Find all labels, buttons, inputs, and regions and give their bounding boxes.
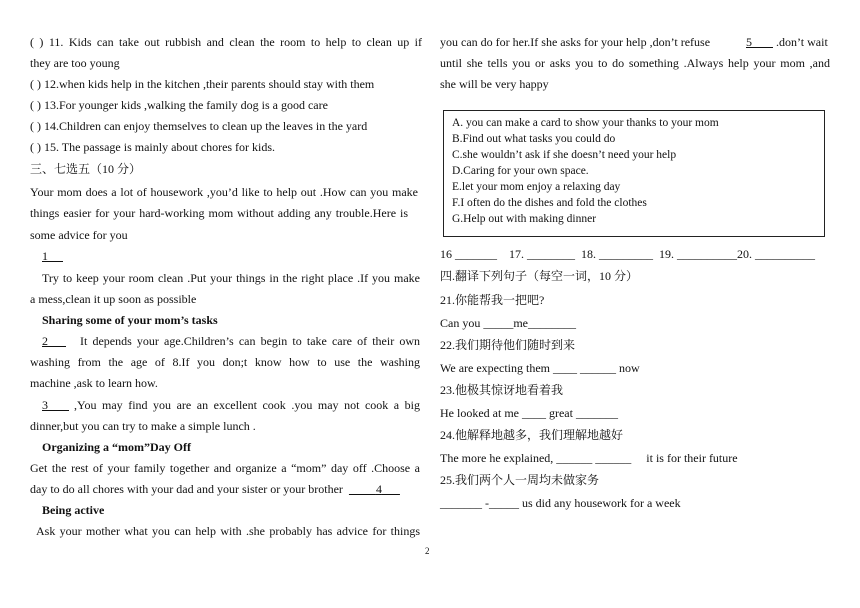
passage-p3-line2: washing from the age of 8.If you don;t know how to use the washing <box>30 355 420 369</box>
blank-5-number: 5 <box>746 35 752 49</box>
options-box <box>443 110 825 237</box>
passage-p3-line3: machine ,ask to learn how. <box>30 376 158 390</box>
translation-23-english: He looked at me ____ great _______ <box>440 406 618 420</box>
passage-p6-line3: until she tells you or asks you to do something .Always help your mom ,and <box>440 56 830 70</box>
passage-p5-line1: Get the rest of your family together and organize a “mom” day off .Choose a <box>30 461 420 475</box>
option-e: E.let your mom enjoy a relaxing day <box>452 181 621 193</box>
passage-p6-line2: you can do for her.If she asks for your help ,don’t refuse <box>440 35 711 49</box>
blank-1-number: 1 <box>42 249 48 263</box>
question-11-line1: ( ) 11. Kids can take out rubbish and clean the room to help to clean up if <box>30 35 422 49</box>
option-d: D.Caring for your own space. <box>452 165 589 177</box>
blank-3 <box>42 397 69 413</box>
blank-3-number: 3 <box>42 398 48 412</box>
blank-2-number: 2 <box>42 334 48 348</box>
blank-5 <box>746 34 773 50</box>
translation-21-chinese: 21.你能帮我一把吧? <box>440 293 545 307</box>
passage-p4-line1: ,You may find you are an excellent cook .you may not cook a big <box>74 398 420 412</box>
passage-intro-line1: Your mom does a lot of housework ,you’d like to help out .How can you make <box>30 185 418 199</box>
blank-4-number: 4 <box>375 482 382 496</box>
translation-24-english: The more he explained, ______ ______ it is for their future <box>440 451 738 465</box>
question-15: ( ) 15. The passage is mainly about chores for kids. <box>30 140 276 154</box>
translation-25-english: _______ -_____ us did any housework for a week <box>440 496 681 510</box>
translation-22-english: We are expecting them ____ ______ now <box>440 361 640 375</box>
passage-p6-line4: she will be very happy <box>440 77 549 91</box>
subheading-being-active: Being active <box>42 503 105 517</box>
passage-p2-line2: a mess,clean it up soon as possible <box>30 292 197 306</box>
passage-p4-line2: dinner,but you can try to make a simple lunch . <box>30 419 256 433</box>
option-c: C.she wouldn’t ask if she doesn’t need your help <box>452 149 677 161</box>
option-g: G.Help out with making dinner <box>452 213 597 225</box>
blank-1 <box>42 248 63 264</box>
subheading-sharing-tasks: Sharing some of your mom’s tasks <box>42 313 218 327</box>
option-f: F.I often do the dishes and fold the clothes <box>452 197 647 209</box>
passage-p2-line1: Try to keep your room clean .Put your things in the right place .If you make <box>42 271 420 285</box>
option-b: B.Find out what tasks you could do <box>452 133 616 145</box>
passage-p5-line2 <box>30 481 400 497</box>
answer-blanks-16-20: 16 _______ 17. ________ 18. _________ 19. __________20. __________ <box>440 247 815 261</box>
translation-23-chinese: 23.他极其惊讶地看着我 <box>440 383 564 397</box>
translation-21-english: Can you _____me________ <box>440 316 576 330</box>
section-3-heading: 三、七选五（10 分） <box>30 162 142 176</box>
question-12: ( ) 12.when kids help in the kitchen ,their parents should stay with them <box>30 77 375 91</box>
option-a: A. you can make a card to show your thanks to your mom <box>452 117 719 129</box>
question-13: ( ) 13.For younger kids ,walking the family dog is a good care <box>30 98 328 112</box>
question-14: ( ) 14.Children can enjoy themselves to clean up the leaves in the yard <box>30 119 368 133</box>
translation-22-chinese: 22.我们期待他们随时到来 <box>440 338 576 352</box>
passage-p6-line2-end: .don’t wait <box>776 35 828 49</box>
passage-p5-line2-text: day to do all chores with your dad and your sister or your brother <box>30 482 343 496</box>
question-11-line2: they are too young <box>30 56 120 70</box>
section-4-heading: 四.翻译下列句子（每空一词，10 分） <box>440 269 639 283</box>
blank-2 <box>42 333 66 349</box>
translation-25-chinese: 25.我们两个人一周均未做家务 <box>440 473 600 487</box>
page-number: 2 <box>425 546 430 556</box>
passage-p6-line1: Ask your mother what you can help with .she probably has advice for things <box>36 524 420 538</box>
translation-24-chinese: 24.他解释地越多，我们理解地越好 <box>440 428 624 442</box>
passage-intro-line3: some advice for you <box>30 228 128 242</box>
passage-p3-line1: It depends your age.Children’s can begin to take care of their own <box>80 334 420 348</box>
subheading-mom-day-off: Organizing a “mom”Day Off <box>42 440 191 454</box>
passage-intro-line2: things easier for your hard-working mom without adding any trouble.Here is <box>30 206 408 220</box>
